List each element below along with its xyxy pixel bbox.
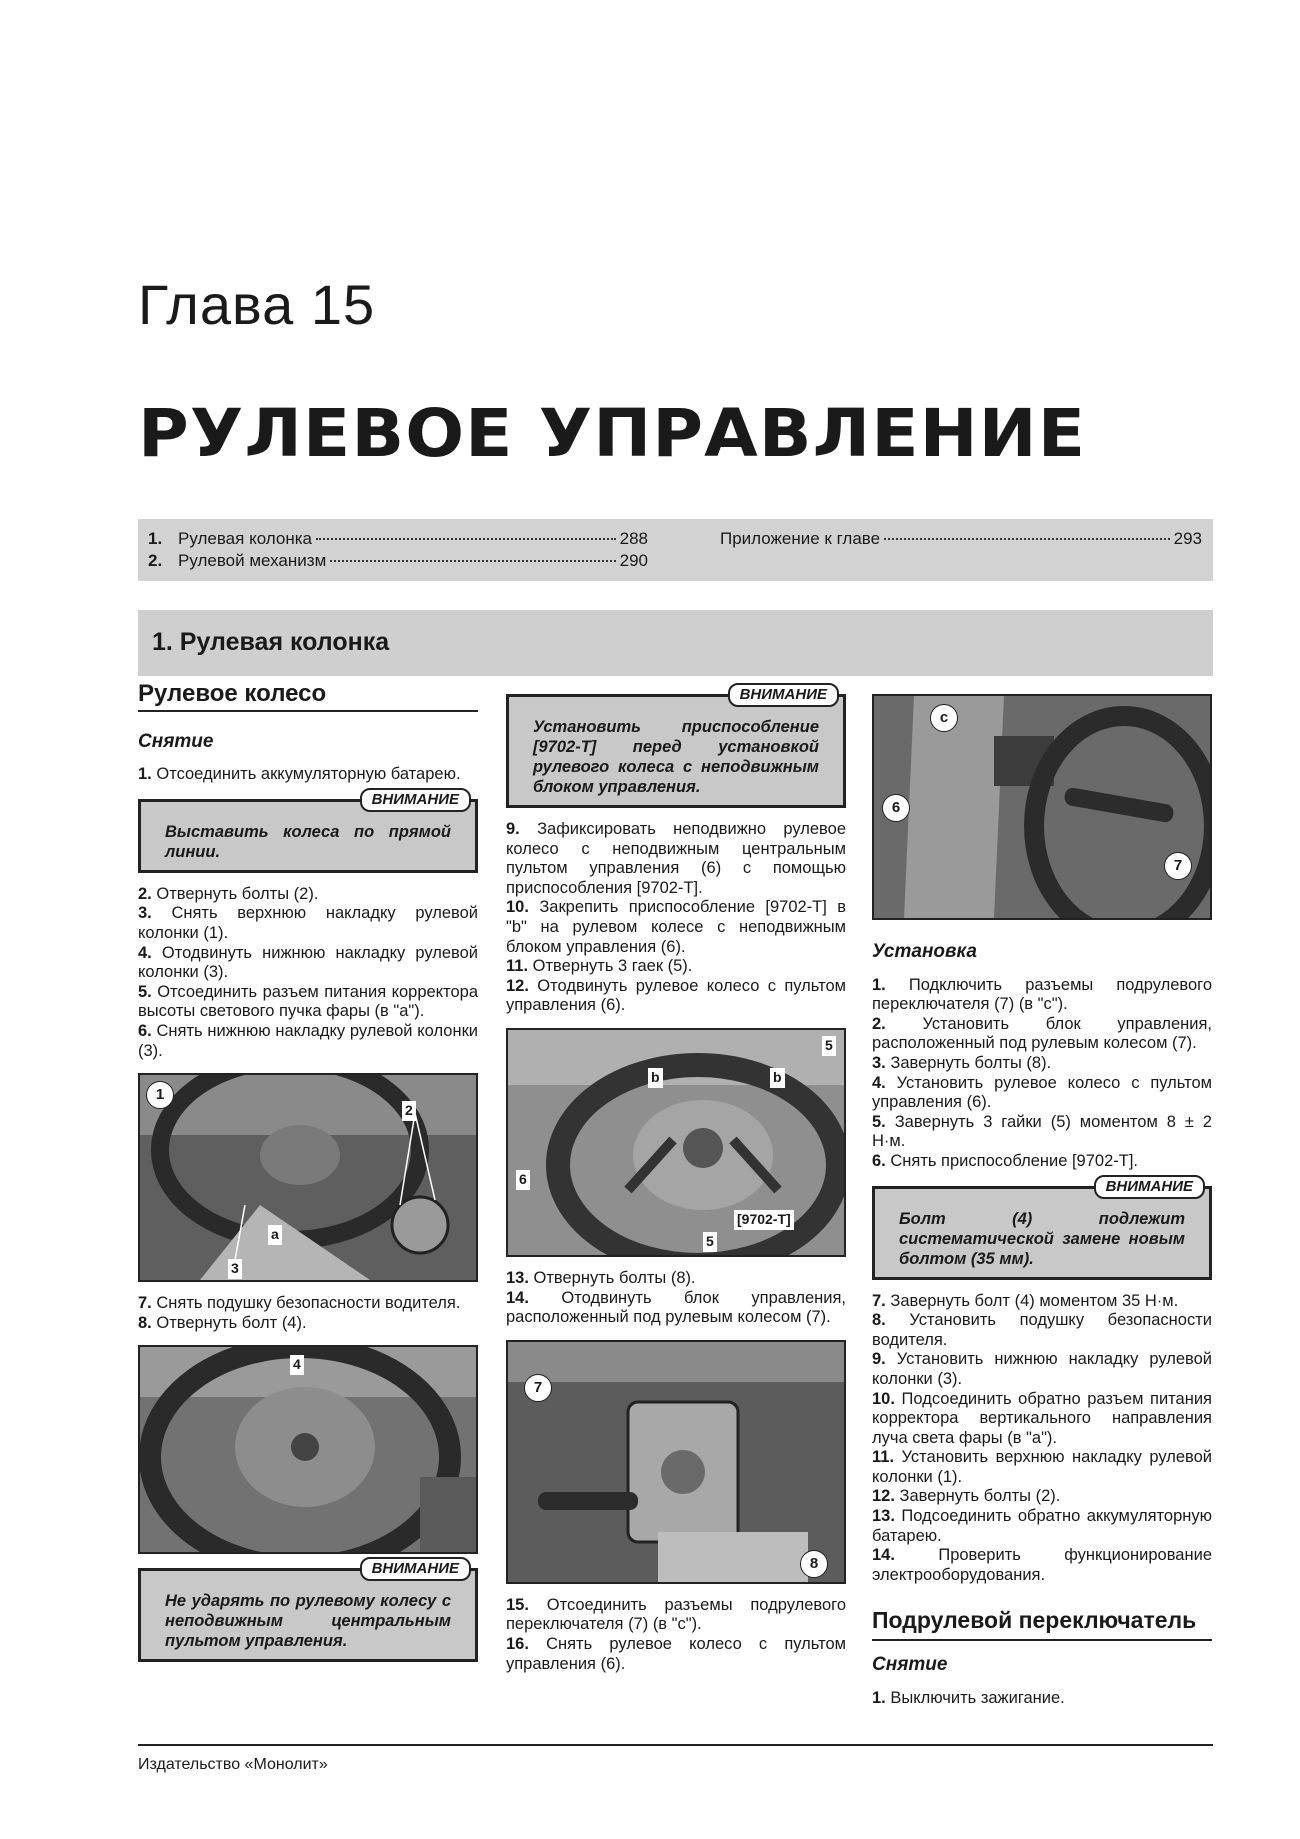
warning-tag: ВНИМАНИЕ <box>728 683 839 707</box>
warning-box <box>506 686 846 808</box>
callout-label: 7 <box>1164 852 1192 880</box>
step-item: 12. Отодвинуть рулевое колесо с пультом управления (6). <box>506 976 846 1015</box>
callout-label: 8 <box>800 1550 828 1578</box>
callout-label: 6 <box>516 1170 530 1190</box>
callout-label: a <box>268 1225 282 1245</box>
step-item: 1. Выключить зажигание. <box>872 1689 1065 1708</box>
callout-label: b <box>770 1068 785 1088</box>
step-list <box>506 1269 846 1328</box>
step-list <box>138 885 478 1061</box>
step-item: 5. Отсоединить разъем питания корректора высоты светового пучка фары (в "а"). <box>138 982 478 1021</box>
callout-label: 5 <box>703 1232 717 1252</box>
publisher-footer: Издательство «Монолит» <box>138 1756 328 1773</box>
photo-steering-column-trim <box>138 1073 478 1282</box>
step-item: 2. Отвернуть болты (2). <box>138 884 319 903</box>
toc-title: Рулевой механизм <box>178 551 327 570</box>
toc-dots <box>884 538 1170 540</box>
step-item: 3. Завернуть болты (8). <box>872 1053 1052 1072</box>
toc-num: 2. <box>148 551 163 570</box>
toc-item[interactable] <box>720 529 1202 549</box>
warning-tag: ВНИМАНИЕ <box>1094 1175 1205 1199</box>
photo-steering-wheel-tool <box>506 1028 846 1257</box>
subheading-removal: Снятие <box>872 1654 948 1676</box>
step-item: 7. Снять подушку безопасности водителя. <box>138 1294 461 1313</box>
photo-illustration <box>140 1075 478 1280</box>
step-list <box>872 1292 1212 1586</box>
section-title: 1. Рулевая колонка <box>152 628 390 656</box>
warning-box <box>138 1560 478 1662</box>
callout-label: b <box>648 1068 663 1088</box>
step-item: 15. Отсоединить разъемы подрулевого переключателя (7) (в "с"). <box>506 1595 846 1634</box>
photo-illustration <box>874 696 1212 918</box>
warning-text: Болт (4) подлежит систематической замене новым болтом (35 мм). <box>899 1209 1185 1268</box>
chapter-title: РУЛЕВОЕ УПРАВЛЕНИЕ <box>138 395 1087 472</box>
step-item: 10. Закрепить приспособление [9702-T] в "b" на рулевом колесе с неподвижным блоком управления (6). <box>506 898 846 956</box>
heading-steering-wheel: Рулевое колесо <box>138 684 478 712</box>
step-list <box>138 765 478 785</box>
step-item: 14. Проверить функционирование электрооборудования. <box>872 1546 1212 1584</box>
step-item: 9. Установить нижнюю накладку рулевой колонки (3). <box>872 1350 1212 1388</box>
photo-illustration <box>508 1342 846 1582</box>
toc-dots <box>330 560 615 562</box>
step-item: 11. Отвернуть 3 гаек (5). <box>506 957 693 976</box>
warning-box <box>138 790 478 873</box>
step-item: 12. Завернуть болты (2). <box>872 1487 1061 1506</box>
toc-item[interactable] <box>148 529 648 549</box>
step-item: 11. Установить верхнюю накладку рулевой колонки (1). <box>872 1448 1212 1486</box>
step-item: 3. Снять верхнюю накладку рулевой колонки (1). <box>138 904 478 942</box>
step-item: 7. Завернуть болт (4) моментом 35 Н·м. <box>872 1291 1179 1310</box>
photo-switch-connectors <box>872 694 1212 920</box>
toc-title: Рулевая колонка <box>178 529 312 548</box>
step-item: 13. Отвернуть болты (8). <box>506 1268 696 1287</box>
footer-divider <box>138 1744 1213 1746</box>
step-item: 4. Установить рулевое колесо с пультом управления (6). <box>872 1073 1212 1112</box>
step-item: 8. Отвернуть болт (4). <box>138 1313 307 1332</box>
step-item: 14. Отодвинуть блок управления, расположенный под рулевым колесом (7). <box>506 1288 847 1327</box>
callout-label: 4 <box>290 1355 304 1375</box>
callout-label: 1 <box>146 1081 174 1109</box>
step-list <box>872 1689 1212 1709</box>
step-item: 5. Завернуть 3 гайки (5) моментом 8 ± 2 Н·м. <box>872 1112 1212 1151</box>
column-1 <box>138 680 478 1674</box>
column-3 <box>872 684 1212 1709</box>
callout-label: 6 <box>882 794 910 822</box>
heading-steering-switch: Подрулевой переключатель <box>872 1607 1212 1641</box>
toc-title: Приложение к главе <box>720 529 881 548</box>
photo-illustration <box>508 1030 846 1255</box>
step-item: 1. Отсоединить аккумуляторную батарею. <box>138 765 461 784</box>
step-item: 1. Подключить разъемы подрулевого переключателя (7) (в "с"). <box>872 975 1212 1014</box>
toc-page: 293 <box>1173 529 1202 548</box>
column-2 <box>506 684 846 1674</box>
warning-box <box>872 1177 1212 1280</box>
step-list <box>506 820 846 1016</box>
toc-item[interactable] <box>148 551 648 571</box>
warning-tag: ВНИМАНИЕ <box>360 788 471 812</box>
callout-label: 7 <box>524 1374 552 1402</box>
toc-dots <box>316 538 616 540</box>
callout-label: 5 <box>822 1036 836 1056</box>
chapter-label: Глава 15 <box>138 273 376 336</box>
step-item: 10. Подсоединить обратно разъем питания корректора вертикального направления луча света фары (в "а"). <box>872 1389 1212 1447</box>
warning-text: Не ударять по рулевому колесу с неподвижным центральным пультом управления. <box>165 1592 451 1651</box>
warning-text: Установить приспособление [9702-T] перед установкой рулевого колеса с неподвижным блоком управления. <box>533 718 819 796</box>
step-item: 4. Отодвинуть нижнюю накладку рулевой колонки (3). <box>138 943 478 982</box>
step-list <box>138 1294 478 1333</box>
step-item: 13. Подсоединить обратно аккумуляторную батарею. <box>872 1507 1212 1545</box>
step-item: 9. Зафиксировать неподвижно рулевое колесо с неподвижным центральным пультом управления (6) с помощью приспособления [9702-T]. <box>506 820 846 897</box>
step-list <box>872 976 1212 1172</box>
toc-page: 288 <box>619 529 648 548</box>
callout-label: 3 <box>228 1259 242 1279</box>
photo-illustration <box>140 1347 478 1552</box>
photo-airbag-bolt <box>138 1345 478 1554</box>
toc-num: 1. <box>148 529 163 548</box>
step-item: 16. Снять рулевое колесо с пультом управления (6). <box>506 1634 846 1673</box>
section-header <box>138 610 1213 676</box>
photo-control-unit <box>506 1340 846 1584</box>
subheading-installation: Установка <box>872 941 977 962</box>
callout-label: [9702-T] <box>734 1210 794 1230</box>
toc-page: 290 <box>619 551 648 570</box>
step-item: 6. Снять приспособление [9702-T]. <box>872 1151 1138 1170</box>
step-item: 6. Снять нижнюю накладку рулевой колонки (3). <box>138 1021 478 1060</box>
warning-tag: ВНИМАНИЕ <box>360 1557 471 1581</box>
warning-text: Выставить колеса по прямой линии. <box>165 822 451 861</box>
table-of-contents <box>138 519 1213 581</box>
step-item: 2. Установить блок управления, расположенный под рулевым колесом (7). <box>872 1014 1212 1053</box>
step-item: 8. Установить подушку безопасности водителя. <box>872 1311 1212 1349</box>
callout-label: 2 <box>402 1101 416 1121</box>
step-list <box>506 1596 846 1674</box>
callout-label: c <box>930 704 958 732</box>
subheading-removal: Снятие <box>138 730 214 752</box>
